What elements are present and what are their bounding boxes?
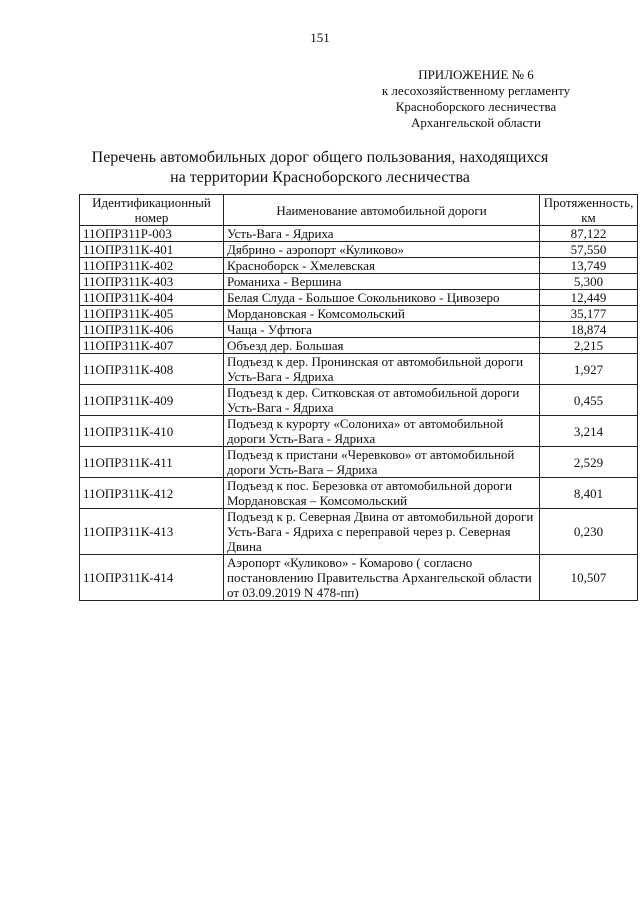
road-length-cell: 12,449 [540, 290, 638, 306]
road-length-cell: 2,215 [540, 338, 638, 354]
road-name-cell: Красноборск - Хмелевская [224, 258, 540, 274]
appendix-line: Красноборского лесничества [395, 99, 557, 114]
road-name-cell: Романиха - Вершина [224, 274, 540, 290]
road-name-cell: Подъезд к курорту «Солониха» от автомобильной дороги Усть-Вага - Ядриха [224, 416, 540, 447]
road-length-cell: 3,214 [540, 416, 638, 447]
table-row [80, 338, 638, 354]
header-length: Протяженность, км [540, 195, 638, 226]
road-length-cell: 5,300 [540, 274, 638, 290]
road-name-cell: Усть-Вага - Ядриха [224, 226, 540, 242]
road-name-cell: Подъезд к дер. Пронинская от автомобильной дороги Усть-Вага - Ядриха [224, 354, 540, 385]
table-row [80, 306, 638, 322]
document-title [0, 148, 640, 188]
road-id-cell: 11ОПРЗ11К-402 [80, 258, 224, 274]
road-name-cell: Подъезд к р. Северная Двина от автомобильной дороги Усть-Вага - Ядриха с переправой через р. Северная Двина [224, 509, 540, 555]
road-id-cell: 11ОПРЗ11К-412 [80, 478, 224, 509]
header-id: Идентификационный номер [80, 195, 224, 226]
road-id-cell: 11ОПРЗ11К-409 [80, 385, 224, 416]
table-row [80, 258, 638, 274]
appendix-header [346, 67, 606, 131]
road-name-cell: Подъезд к дер. Ситковская от автомобильной дороги Усть-Вага - Ядриха [224, 385, 540, 416]
road-id-cell: 11ОПРЗ11К-401 [80, 242, 224, 258]
table-row [80, 478, 638, 509]
road-id-cell: 11ОПРЗ11К-411 [80, 447, 224, 478]
road-id-cell: 11ОПРЗ11К-406 [80, 322, 224, 338]
table-row [80, 354, 638, 385]
road-name-cell: Белая Слуда - Большое Сокольниково - Цивозеро [224, 290, 540, 306]
table-row [80, 509, 638, 555]
appendix-title: ПРИЛОЖЕНИЕ № 6 [418, 67, 534, 82]
table-row [80, 447, 638, 478]
road-id-cell: 11ОПРЗ11К-405 [80, 306, 224, 322]
table-row [80, 416, 638, 447]
table-header-row [80, 195, 638, 226]
road-name-cell: Мордановская - Комсомольский [224, 306, 540, 322]
road-name-cell: Чаща - Уфтюга [224, 322, 540, 338]
appendix-line: к лесохозяйственному регламенту [381, 83, 571, 98]
road-length-cell: 35,177 [540, 306, 638, 322]
road-id-cell: 11ОПРЗ11Р-003 [80, 226, 224, 242]
road-id-cell: 11ОПРЗ11К-410 [80, 416, 224, 447]
road-name-cell: Подъезд к пос. Березовка от автомобильной дороги Мордановская – Комсомольский [224, 478, 540, 509]
table-row [80, 555, 638, 601]
header-name: Наименование автомобильной дороги [224, 195, 540, 226]
table-row [80, 322, 638, 338]
page-number: 151 [310, 30, 330, 45]
table-row [80, 290, 638, 306]
document-title-line: Перечень автомобильных дорог общего пользования, находящихся [91, 149, 549, 166]
road-length-cell: 1,927 [540, 354, 638, 385]
road-name-cell: Подъезд к пристани «Черевково» от автомобильной дороги Усть-Вага – Ядриха [224, 447, 540, 478]
road-length-cell: 57,550 [540, 242, 638, 258]
appendix-line: Архангельской области [411, 115, 541, 130]
road-length-cell: 18,874 [540, 322, 638, 338]
table-row [80, 242, 638, 258]
road-length-cell: 8,401 [540, 478, 638, 509]
road-length-cell: 10,507 [540, 555, 638, 601]
road-id-cell: 11ОПРЗ11К-404 [80, 290, 224, 306]
road-name-cell: Объезд дер. Большая [224, 338, 540, 354]
road-length-cell: 0,230 [540, 509, 638, 555]
road-id-cell: 11ОПРЗ11К-414 [80, 555, 224, 601]
road-id-cell: 11ОПРЗ11К-407 [80, 338, 224, 354]
road-id-cell: 11ОПРЗ11К-413 [80, 509, 224, 555]
road-id-cell: 11ОПРЗ11К-403 [80, 274, 224, 290]
road-name-cell: Аэропорт «Куликово» - Комарово ( согласно постановлению Правительства Архангельской области от 03.09.2019 N 478-пп) [224, 555, 540, 601]
table-row [80, 385, 638, 416]
road-length-cell: 2,529 [540, 447, 638, 478]
roads-table [79, 194, 638, 601]
road-length-cell: 13,749 [540, 258, 638, 274]
road-length-cell: 87,122 [540, 226, 638, 242]
road-length-cell: 0,455 [540, 385, 638, 416]
road-id-cell: 11ОПРЗ11К-408 [80, 354, 224, 385]
document-title-line: на территории Красноборского лесничества [170, 169, 470, 186]
table-row [80, 274, 638, 290]
table-row [80, 226, 638, 242]
road-name-cell: Дябрино - аэропорт «Куликово» [224, 242, 540, 258]
